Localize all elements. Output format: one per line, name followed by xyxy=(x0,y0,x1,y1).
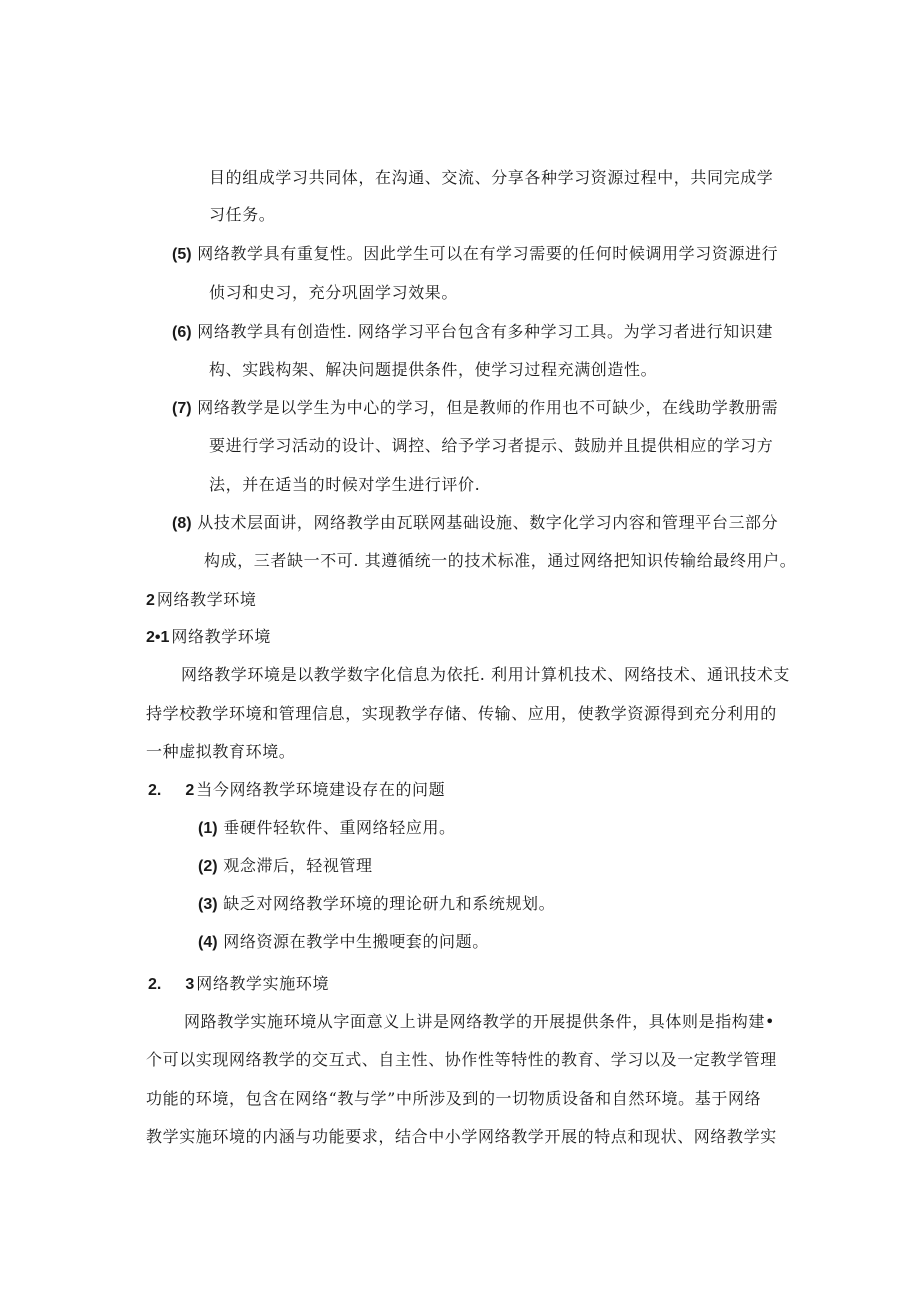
list-item-8 xyxy=(172,512,778,535)
section-2-2-number-b: 2 xyxy=(185,782,195,799)
section-2-1-paragraph-line-3: 一种虚拟教育环境。 xyxy=(146,742,296,761)
list-item-7-line-2: 要进行学习活动的设计、调控、给予学习者提示、鼓励并且提供相应的学习方 xyxy=(209,436,774,455)
issue-item-3-number: (3) xyxy=(198,896,218,913)
item4-continuation-line-2: 习任务。 xyxy=(209,205,276,224)
section-2-2-heading xyxy=(148,779,445,802)
section-2-3-paragraph-line-1: 网路教学实施环境从字面意义上讲是网络教学的开展提供条件，具体则是指构建• xyxy=(184,1012,776,1031)
section-2-number: 2 xyxy=(146,592,155,609)
issue-item-4-text: 网络资源在教学中生搬哽套的问题。 xyxy=(223,932,489,951)
section-2-heading xyxy=(146,589,257,612)
list-item-6-line-2: 构、实践构架、解决问题提供条件，使学习过程充满创造性。 xyxy=(209,360,658,379)
section-2-1-number: 2•1 xyxy=(146,629,170,646)
item4-continuation-line-1: 目的组成学习共同体，在沟通、交流、分享各种学习资源过程中，共同完成学 xyxy=(209,168,774,187)
section-2-3-number-b: 3 xyxy=(185,976,195,993)
issue-item-2 xyxy=(198,855,373,878)
list-item-6 xyxy=(172,321,773,344)
list-item-7-line-3: 法，并在适当的时候对学生进行评价. xyxy=(209,475,481,494)
list-item-6-text: 网络教学具有创造性. 网络学习平台包含有多种学习工具。为学习者进行知识建 xyxy=(197,322,774,341)
list-item-6-number: (6) xyxy=(172,324,192,341)
section-2-3-paragraph-line-3: 功能的环境，包含在网络“教与学”中所涉及到的一切物质设备和自然环境。基于网络 xyxy=(146,1089,762,1108)
list-item-8-line-2: 构成，三者缺一不可. 其遵循统一的技术标准，通过网络把知识传输给最终用户。 xyxy=(204,551,797,570)
issue-item-2-text: 观念滞后，轻视管理 xyxy=(223,856,373,875)
list-item-5 xyxy=(172,243,778,266)
section-2-2-number-a: 2. xyxy=(148,782,162,799)
issue-item-1-number: (1) xyxy=(198,820,218,837)
issue-item-4 xyxy=(198,931,489,954)
issue-item-3-text: 缺乏对网络教学环境的理论研九和系统规划。 xyxy=(223,894,556,913)
list-item-7 xyxy=(172,397,778,420)
section-2-3-paragraph-line-4: 教学实施环境的内涵与功能要求，结合中小学网络教学开展的特点和现状、网络教学实 xyxy=(146,1127,777,1146)
issue-item-3 xyxy=(198,893,555,916)
issue-item-4-number: (4) xyxy=(198,934,218,951)
list-item-5-text: 网络教学具有重复性。因此学生可以在有学习需要的任何时候调用学习资源进行 xyxy=(197,244,779,263)
list-item-5-number: (5) xyxy=(172,246,192,263)
issue-item-2-number: (2) xyxy=(198,858,218,875)
section-2-1-heading xyxy=(146,626,271,649)
list-item-7-text: 网络教学是以学生为中心的学习，但是教师的作用也不可缺少，在线助学教册需 xyxy=(197,398,779,417)
section-2-3-paragraph-line-2: 个可以实现网络教学的交互式、自主性、协作性等特性的教育、学习以及一定教学管理 xyxy=(146,1050,777,1069)
section-2-2-title: 当今网络教学环境建设存在的问题 xyxy=(196,780,446,799)
issue-item-1 xyxy=(198,817,456,840)
issue-item-1-text: 垂硬件轻软件、重网络轻应用。 xyxy=(223,818,456,837)
list-item-5-line-2: 侦习和史习，充分巩固学习效果。 xyxy=(209,283,459,302)
list-item-7-number: (7) xyxy=(172,400,192,417)
section-2-3-number-a: 2. xyxy=(148,976,162,993)
section-2-1-paragraph-line-1: 网络教学环境是以教学数字化信息为依托. 利用计算机技术、网络技术、通讯技术支 xyxy=(181,665,790,684)
list-item-8-text: 从技术层面讲，网络教学由瓦联网基础设施、数字化学习内容和管理平台三部分 xyxy=(197,513,779,532)
section-2-3-title: 网络教学实施环境 xyxy=(196,974,330,993)
section-2-1-title: 网络教学环境 xyxy=(171,627,272,646)
section-2-3-heading xyxy=(148,973,329,996)
section-2-1-paragraph-line-2: 持学校教学环境和管理信息，实现教学存储、传输、应用，使教学资源得到充分利用的 xyxy=(146,704,777,723)
list-item-8-number: (8) xyxy=(172,515,192,532)
section-2-title: 网络教学环境 xyxy=(156,590,257,609)
